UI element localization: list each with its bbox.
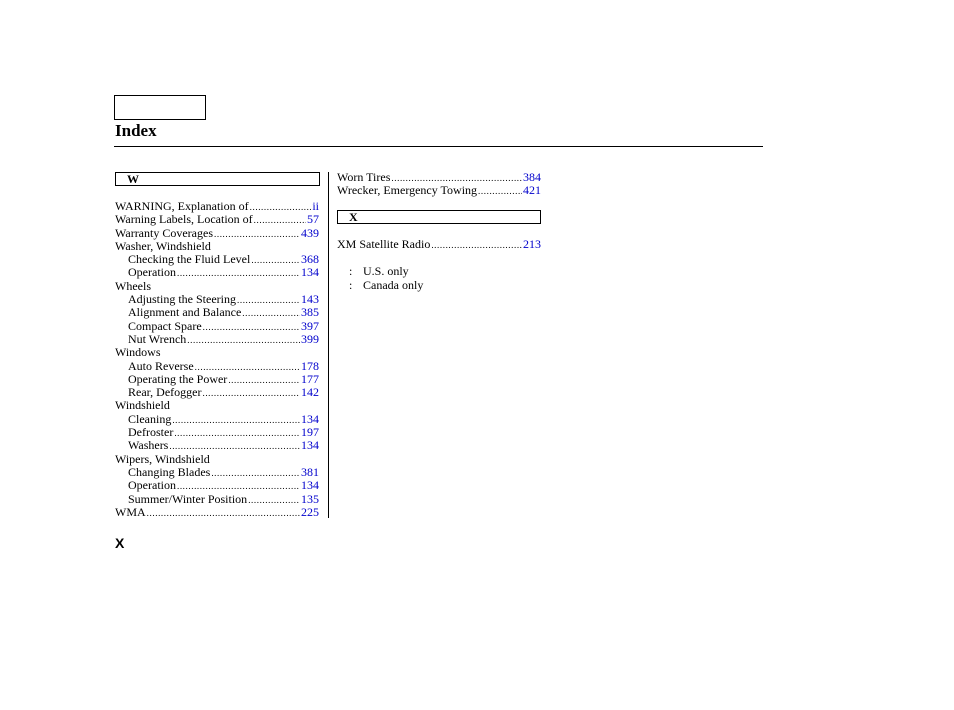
column-divider [328, 172, 329, 518]
page-link[interactable]: 385 [301, 305, 319, 320]
entry-label: Rear, Defogger [128, 385, 202, 400]
legend-text: Canada only [363, 277, 424, 292]
index-subentry [115, 333, 319, 346]
index-subentry [115, 360, 319, 373]
dot-leader [214, 228, 300, 241]
entry-label: Checking the Fluid Level [128, 252, 251, 267]
dot-leader [248, 494, 300, 507]
page-link[interactable]: 381 [301, 464, 319, 479]
index-subentry [115, 413, 319, 426]
entry-label: Wrecker, Emergency Towing [337, 183, 478, 198]
entry-label: Nut Wrench [128, 331, 187, 346]
legend-separator: : [349, 263, 353, 278]
dot-leader [177, 267, 300, 280]
dot-leader [242, 307, 300, 320]
index-subentry [115, 493, 319, 506]
index-subentry [115, 466, 319, 479]
dot-leader [237, 294, 300, 307]
dot-leader [228, 374, 300, 387]
index-heading: Wipers, Windshield [115, 451, 210, 466]
page-link[interactable]: 213 [523, 236, 541, 251]
index-subentry [115, 320, 319, 333]
page-link[interactable]: 197 [301, 425, 319, 440]
header-divider [114, 146, 763, 147]
dot-leader [254, 214, 306, 227]
section-letter-w: W [115, 172, 320, 186]
page-link[interactable]: 178 [301, 358, 319, 373]
legend-text: U.S. only [363, 263, 409, 278]
market-legend [337, 264, 541, 292]
dot-leader [211, 467, 300, 480]
index-heading: Windshield [115, 398, 170, 413]
dot-leader [478, 185, 522, 198]
index-subentry [115, 306, 319, 319]
index-subentry [115, 386, 319, 399]
index-entry [337, 171, 541, 184]
entry-label: Summer/Winter Position [128, 491, 248, 506]
index-heading: Wheels [115, 278, 151, 293]
page-title: Index [115, 121, 157, 140]
section-letter-x: X [337, 210, 541, 224]
dot-leader [203, 321, 300, 334]
page-link[interactable]: 143 [301, 292, 319, 307]
index-entries-x [337, 238, 541, 251]
dot-leader [251, 254, 300, 267]
dot-leader [172, 414, 300, 427]
entry-label: Alignment and Balance [128, 305, 242, 320]
entry-label: Worn Tires [337, 170, 391, 184]
page-link[interactable]: 225 [301, 504, 319, 519]
entry-label: Warranty Coverages [115, 225, 213, 240]
page-link[interactable]: 384 [523, 170, 541, 184]
entry-label: XM Satellite Radio [337, 236, 431, 251]
page-link[interactable]: 142 [301, 385, 319, 400]
page-link[interactable]: 134 [301, 265, 319, 280]
page-link[interactable]: 421 [523, 183, 541, 198]
page-letter: X [115, 535, 125, 551]
page-link[interactable]: 399 [301, 331, 319, 346]
entry-label: Adjusting the Steering [128, 292, 236, 307]
entry-label: WMA [115, 504, 146, 519]
index-entry [337, 184, 541, 197]
dot-leader [202, 387, 300, 400]
entry-label: Operation [128, 265, 176, 280]
page-link[interactable]: ii [312, 199, 319, 213]
entry-label: Defroster [128, 425, 174, 440]
index-entry [115, 200, 319, 213]
index-subentry [115, 439, 319, 452]
index-entries-w-continued [337, 171, 541, 198]
index-subentry [115, 373, 319, 386]
entry-label: Compact Spare [128, 318, 202, 333]
legend-item [349, 264, 541, 278]
index-subentry [115, 253, 319, 266]
contents-button[interactable] [114, 95, 206, 120]
index-column-1 [115, 171, 319, 519]
dot-leader [250, 201, 312, 214]
index-entry [115, 506, 319, 519]
index-subentry [115, 426, 319, 439]
entry-label: Operating the Power [128, 371, 228, 386]
entry-label: Cleaning [128, 411, 172, 426]
page-link[interactable]: 368 [301, 252, 319, 267]
legend-item [349, 278, 541, 292]
page-link[interactable]: 439 [301, 225, 319, 240]
entry-label: Changing Blades [128, 464, 211, 479]
dot-leader [174, 427, 300, 440]
entry-label: Auto Reverse [128, 358, 194, 373]
page-link[interactable]: 57 [307, 212, 319, 227]
index-heading: Windows [115, 345, 161, 360]
entry-label: Operation [128, 478, 176, 493]
index-entries-w [115, 200, 319, 519]
page-link[interactable]: 134 [301, 478, 319, 493]
page-link[interactable]: 135 [301, 491, 319, 506]
entry-label: Washers [128, 438, 169, 453]
dot-leader [147, 507, 300, 520]
dot-leader [187, 334, 300, 347]
index-heading: Washer, Windshield [115, 238, 211, 253]
page-link[interactable]: 397 [301, 318, 319, 333]
index-column-2 [337, 171, 541, 292]
index-entry [337, 238, 541, 251]
page-link[interactable]: 177 [301, 371, 319, 386]
page-link[interactable]: 134 [301, 411, 319, 426]
index-entry [115, 227, 319, 240]
entry-label: WARNING, Explanation of [115, 199, 249, 213]
entry-label: Warning Labels, Location of [115, 212, 253, 227]
page-link[interactable]: 134 [301, 438, 319, 453]
dot-leader [431, 239, 522, 252]
legend-separator: : [349, 277, 353, 292]
index-subentry [115, 266, 319, 279]
index-subentry [115, 293, 319, 306]
index-entry [115, 213, 319, 226]
index-subentry [115, 479, 319, 492]
